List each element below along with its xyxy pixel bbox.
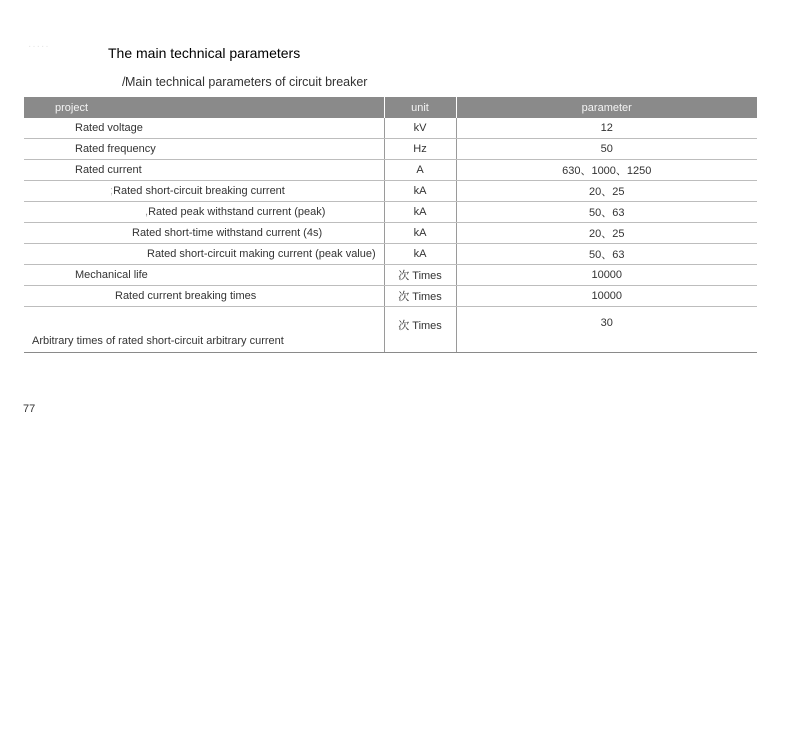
row-parameter: 50、63 — [456, 202, 757, 223]
page-number: 77 — [23, 403, 36, 415]
row-unit: Hz — [384, 139, 456, 160]
row-parameter: 630、1000、1250 — [456, 160, 757, 181]
row-unit: kA — [384, 181, 456, 202]
column-header-parameter: parameter — [456, 97, 757, 118]
row-unit: kV — [384, 118, 456, 139]
row-project: Rated frequency — [24, 139, 384, 160]
row-project: Rated voltage — [24, 118, 384, 139]
row-unit: A — [384, 160, 456, 181]
row-parameter: 20、25 — [456, 181, 757, 202]
row-project: ;Rated short-circuit breaking current — [24, 181, 384, 202]
row-project: Rated short-circuit making current (peak value) — [24, 244, 384, 265]
table-row — [24, 181, 757, 202]
table-row — [24, 265, 757, 286]
row-unit: 次 Times — [384, 307, 456, 353]
row-project: ,Rated peak withstand current (peak) — [24, 202, 384, 223]
table-row — [24, 118, 757, 139]
table-row — [24, 223, 757, 244]
table-row — [24, 160, 757, 181]
row-project: Rated current breaking times — [24, 286, 384, 307]
column-header-unit: unit — [384, 97, 456, 118]
row-unit: kA — [384, 202, 456, 223]
row-parameter: 10000 — [456, 265, 757, 286]
table-row — [24, 244, 757, 265]
row-project: Arbitrary times of rated short-circuit arbitrary current — [24, 307, 384, 353]
row-project: Mechanical life — [24, 265, 384, 286]
row-parameter: 12 — [456, 118, 757, 139]
table-row — [24, 139, 757, 160]
table-caption: / Main technical parameters of circuit breaker — [122, 75, 368, 89]
row-project: Rated current — [24, 160, 384, 181]
row-parameter: 10000 — [456, 286, 757, 307]
table-row — [24, 307, 757, 353]
page-title: The main technical parameters — [108, 45, 301, 61]
row-unit: 次 Times — [384, 265, 456, 286]
row-project: Rated short-time withstand current (4s) — [24, 223, 384, 244]
row-unit: 次 Times — [384, 286, 456, 307]
parameters-table — [24, 97, 757, 353]
row-unit: kA — [384, 223, 456, 244]
row-parameter: 20、25 — [456, 223, 757, 244]
table-row — [24, 286, 757, 307]
row-parameter: 50 — [456, 139, 757, 160]
column-header-project: project — [24, 97, 384, 118]
table-header-row — [24, 97, 757, 118]
row-parameter: 30 — [456, 307, 757, 353]
faint-header-text: ····· — [28, 41, 50, 52]
table-caption-text: Main technical parameters of circuit breaker — [125, 75, 368, 89]
table-row — [24, 202, 757, 223]
row-unit: kA — [384, 244, 456, 265]
row-parameter: 50、63 — [456, 244, 757, 265]
